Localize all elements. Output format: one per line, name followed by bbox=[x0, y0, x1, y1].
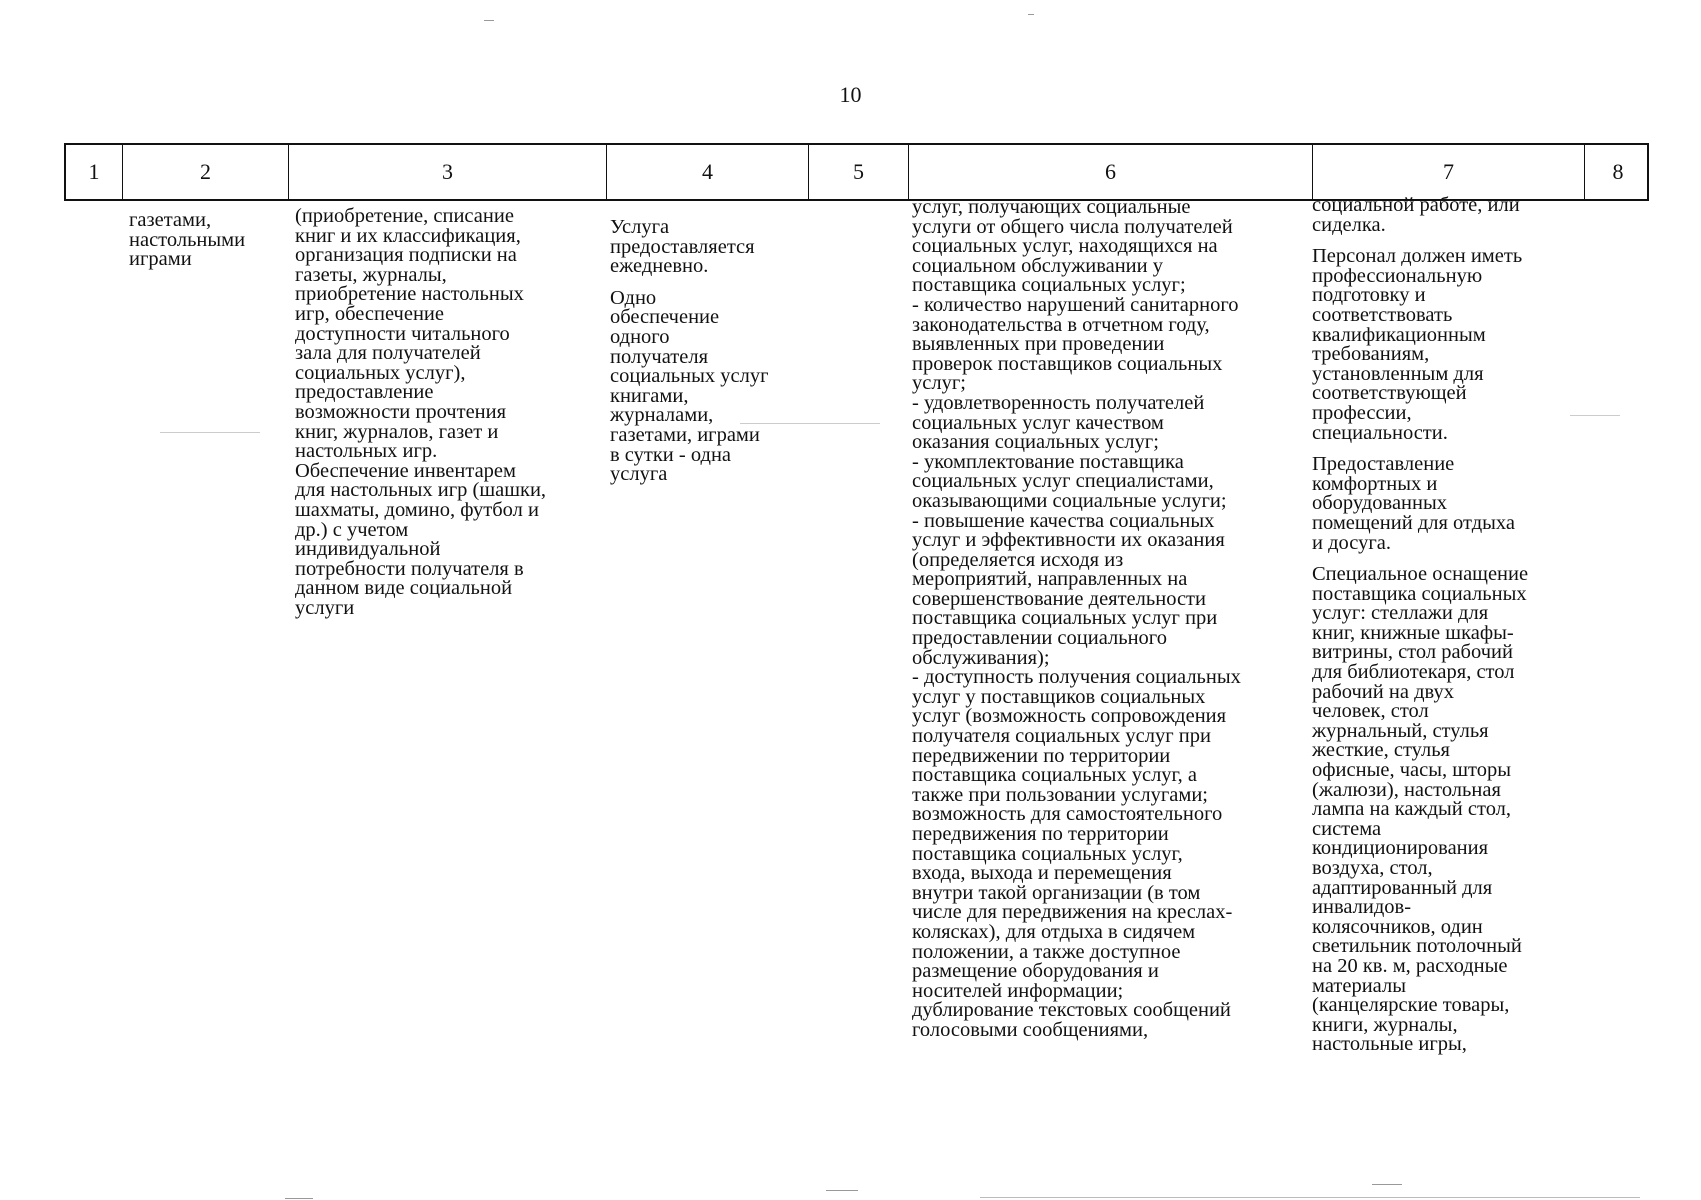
service-content-text: (приобретение, списание книг и их классификация, организация подписки на газеты, журналы, приобретение настольных игр, обеспечение доступности читального зала для получателей социальных услуг), предоставление возможности прочтения книг, журналов, газет и настольных игр. Обеспечение инвентарем для настольных игр (шашки, шахматы, домино, футбол и др.) с учетом индивидуальной потребности получателя в данном виде социальной услуги bbox=[295, 205, 547, 619]
scan-speck bbox=[740, 423, 880, 424]
scan-speck bbox=[1028, 14, 1034, 15]
header-col-2: 2 bbox=[122, 145, 288, 199]
cell-col-3 bbox=[295, 207, 615, 618]
cell-col-4 bbox=[610, 218, 810, 485]
scan-speck bbox=[285, 1198, 313, 1199]
scan-speck bbox=[1372, 1184, 1402, 1185]
quality-indicators-text: услуг, получающих социальные услуги от общего числа получателей социальных услуг, находящихся на социальном обслуживании у поставщика социальных услуг; - количество нарушений санитарного законодательства в отчетном году, выявленных при проведении проверок поставщиков социальных услуг; - удовлетворенность получателей социальных услуг качеством оказания социальных услуг; - укомплектование поставщика социальных услуг специалистами, оказывающими социальные услуги; - повышение качества социальных услуг и эффективности их оказания (определяется исходя из мероприятий, направленных на совершенствование деятельности поставщика социальных услуг при предоставлении социального обслуживания); - доступность получения социальных услуг у поставщиков социальных услуг (возможность сопровождения получателя социальных услуг при передвижении по территории поставщика социальных услуг, а также при пользовании услугами; возможность для самостоятельного передвижения по территории поставщика социальных услуг, входа, выхода и перемещения внутри такой организации (в том числе для передвижения на креслах- колясках), для отдыха в сидячем положении, а также доступное размещение оборудования и носителей информации; дублирование текстовых сообщений голосовыми сообщениями, bbox=[912, 196, 1241, 1041]
scan-speck bbox=[1570, 415, 1620, 416]
premises-text: Предоставление комфортных и оборудованных помещений для отдыха и досуга. bbox=[1312, 453, 1515, 554]
scan-speck bbox=[484, 20, 494, 21]
header-col-5: 5 bbox=[808, 145, 908, 199]
cell-col-7 bbox=[1312, 196, 1582, 1055]
staff-qualification-text: Персонал должен иметь профессиональную подготовку и соответствовать квалификационным требованиям, установленным для соответствующей профессии, специальности. bbox=[1312, 245, 1523, 444]
service-name-text: газетами, настольными играми bbox=[129, 209, 246, 271]
header-col-6: 6 bbox=[908, 145, 1312, 199]
header-col-7: 7 bbox=[1312, 145, 1584, 199]
header-col-8: 8 bbox=[1584, 145, 1651, 199]
scan-speck bbox=[826, 1190, 858, 1191]
cell-col-6 bbox=[912, 198, 1312, 1041]
staff-text: социальной работе, или сиделка. bbox=[1312, 194, 1520, 236]
table-header-row bbox=[64, 143, 1649, 201]
header-col-4: 4 bbox=[606, 145, 808, 199]
scan-speck bbox=[980, 1197, 1640, 1198]
cell-col-2 bbox=[129, 211, 279, 270]
service-unit-text: Одно обеспечение одного получателя социальных услуг книгами, журналами, газетами, играми в сутки - одна услуга bbox=[610, 286, 769, 486]
header-col-1: 1 bbox=[88, 159, 100, 184]
header-col-3: 3 bbox=[288, 145, 606, 199]
scan-speck bbox=[160, 432, 260, 433]
page-number: 10 bbox=[839, 82, 862, 107]
equipment-text: Специальное оснащение поставщика социальных услуг: стеллажи для книг, книжные шкафы- витрины, стол рабочий для библиотекаря, стол рабочий на двух человек, стол журнальный, стулья жесткие, стулья офисные, часы, шторы (жалюзи), настольная лампа на каждый стол, система кондиционирования воздуха, стол, адаптированный для инвалидов- колясочников, один светильник потолочный на 20 кв. м, расходные материалы (канцелярские товары, книги, журналы, настольные игры, bbox=[1312, 563, 1529, 1056]
service-frequency-text: Услуга предоставляется ежедневно. bbox=[610, 216, 755, 278]
